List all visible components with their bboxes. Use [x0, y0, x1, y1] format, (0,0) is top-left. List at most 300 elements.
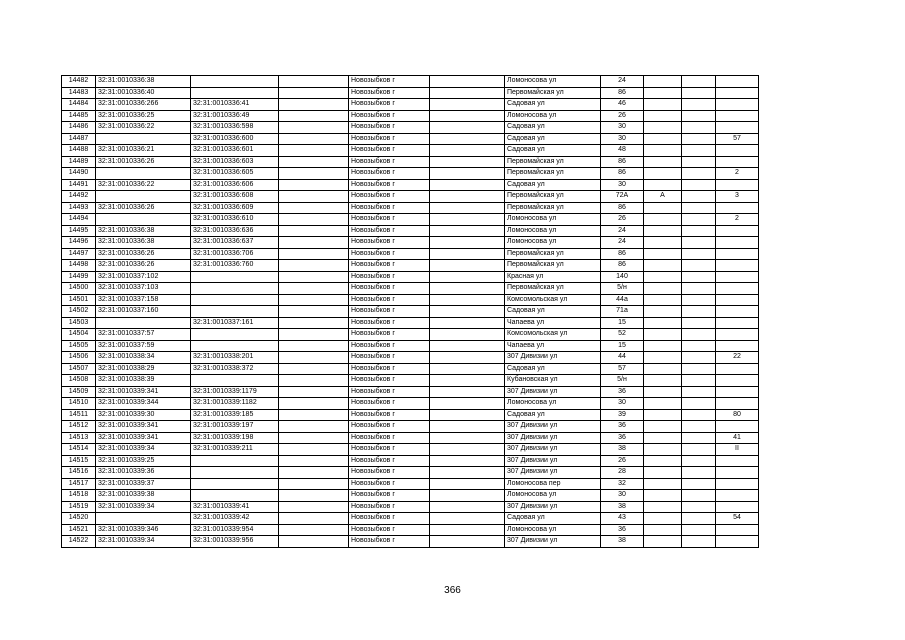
- cell-row-number: 14491: [62, 179, 96, 191]
- cell-apartment: 2: [716, 214, 759, 226]
- cell-apartment: [716, 306, 759, 318]
- cell-building: [682, 156, 716, 168]
- cell-city: Новозыбков г: [349, 214, 430, 226]
- cell-apartment: [716, 455, 759, 467]
- cell-row-number: 14489: [62, 156, 96, 168]
- cell-building: [682, 513, 716, 525]
- table-row: [62, 444, 759, 456]
- cell-street: Первомайская ул: [505, 260, 601, 272]
- cell-cadastral-number-2: [191, 490, 279, 502]
- cell-empty-col-2: [430, 467, 505, 479]
- cell-house-number: 72А: [601, 191, 644, 203]
- cell-house-number: 28: [601, 467, 644, 479]
- cell-building: [682, 432, 716, 444]
- cell-letter: [644, 202, 682, 214]
- cell-letter: [644, 363, 682, 375]
- cell-city: Новозыбков г: [349, 329, 430, 341]
- cell-letter: [644, 421, 682, 433]
- cell-building: [682, 444, 716, 456]
- cell-cadastral-number-1: 32:31:0010336:266: [96, 99, 191, 111]
- cell-letter: [644, 513, 682, 525]
- cell-cadastral-number-1: 32:31:0010338:29: [96, 363, 191, 375]
- cell-street: Кубановская ул: [505, 375, 601, 387]
- table-row: [62, 294, 759, 306]
- cell-letter: [644, 306, 682, 318]
- cell-apartment: [716, 271, 759, 283]
- cell-cadastral-number-2: [191, 375, 279, 387]
- table-row: [62, 145, 759, 157]
- cell-house-number: 36: [601, 421, 644, 433]
- table-row: [62, 536, 759, 548]
- cell-house-number: 5/н: [601, 283, 644, 295]
- cell-letter: А: [644, 191, 682, 203]
- cell-cadastral-number-2: 32:31:0010339:1179: [191, 386, 279, 398]
- cell-city: Новозыбков г: [349, 237, 430, 249]
- cell-cadastral-number-2: 32:31:0010337:161: [191, 317, 279, 329]
- cell-empty-col-2: [430, 409, 505, 421]
- cell-empty-col-2: [430, 179, 505, 191]
- cell-cadastral-number-2: 32:31:0010336:600: [191, 133, 279, 145]
- cell-cadastral-number-1: [96, 133, 191, 145]
- table-row: [62, 76, 759, 88]
- table-row: [62, 421, 759, 433]
- cell-empty-col: [279, 409, 349, 421]
- cell-building: [682, 145, 716, 157]
- cell-cadastral-number-2: 32:31:0010336:637: [191, 237, 279, 249]
- cell-empty-col: [279, 202, 349, 214]
- cell-row-number: 14494: [62, 214, 96, 226]
- cell-empty-col: [279, 340, 349, 352]
- cell-cadastral-number-2: 32:31:0010336:601: [191, 145, 279, 157]
- cell-city: Новозыбков г: [349, 375, 430, 387]
- table-row: [62, 467, 759, 479]
- cell-house-number: 26: [601, 110, 644, 122]
- cell-cadastral-number-2: 32:31:0010339:956: [191, 536, 279, 548]
- cell-city: Новозыбков г: [349, 501, 430, 513]
- cell-city: Новозыбков г: [349, 317, 430, 329]
- cell-apartment: [716, 398, 759, 410]
- table-row: [62, 329, 759, 341]
- cell-row-number: 14518: [62, 490, 96, 502]
- cell-apartment: [716, 340, 759, 352]
- cell-city: Новозыбков г: [349, 513, 430, 525]
- cell-cadastral-number-2: 32:31:0010336:760: [191, 260, 279, 272]
- cell-empty-col-2: [430, 133, 505, 145]
- cell-cadastral-number-2: 32:31:0010339:41: [191, 501, 279, 513]
- cell-empty-col-2: [430, 455, 505, 467]
- cell-cadastral-number-2: [191, 294, 279, 306]
- table-row: [62, 317, 759, 329]
- cell-letter: [644, 444, 682, 456]
- cell-street: Ломоносова ул: [505, 110, 601, 122]
- cell-apartment: 80: [716, 409, 759, 421]
- cell-street: 307 Дивизии ул: [505, 501, 601, 513]
- table-row: [62, 133, 759, 145]
- cell-apartment: [716, 76, 759, 88]
- cell-letter: [644, 133, 682, 145]
- cell-city: Новозыбков г: [349, 87, 430, 99]
- cell-empty-col-2: [430, 398, 505, 410]
- cell-cadastral-number-1: 32:31:0010339:341: [96, 432, 191, 444]
- cell-city: Новозыбков г: [349, 421, 430, 433]
- cell-cadastral-number-1: 32:31:0010339:36: [96, 467, 191, 479]
- cell-cadastral-number-2: 32:31:0010336:610: [191, 214, 279, 226]
- cell-cadastral-number-2: [191, 76, 279, 88]
- cell-city: Новозыбков г: [349, 156, 430, 168]
- cell-apartment: 57: [716, 133, 759, 145]
- cell-street: Чапаева ул: [505, 317, 601, 329]
- cell-row-number: 14510: [62, 398, 96, 410]
- cell-apartment: [716, 122, 759, 134]
- cell-city: Новозыбков г: [349, 168, 430, 180]
- table-row: [62, 386, 759, 398]
- cell-house-number: 36: [601, 432, 644, 444]
- cell-apartment: 41: [716, 432, 759, 444]
- cell-cadastral-number-2: [191, 478, 279, 490]
- cell-row-number: 14504: [62, 329, 96, 341]
- cell-row-number: 14501: [62, 294, 96, 306]
- cell-house-number: 44: [601, 352, 644, 364]
- cell-street: Ломоносова ул: [505, 398, 601, 410]
- cell-empty-col-2: [430, 478, 505, 490]
- table-row: [62, 271, 759, 283]
- cell-cadastral-number-1: 32:31:0010337:158: [96, 294, 191, 306]
- cell-city: Новозыбков г: [349, 145, 430, 157]
- cell-letter: [644, 386, 682, 398]
- cell-cadastral-number-2: 32:31:0010336:49: [191, 110, 279, 122]
- cell-cadastral-number-1: 32:31:0010338:39: [96, 375, 191, 387]
- cell-cadastral-number-2: 32:31:0010336:609: [191, 202, 279, 214]
- table-row: [62, 99, 759, 111]
- cell-row-number: 14513: [62, 432, 96, 444]
- cell-cadastral-number-1: 32:31:0010336:38: [96, 237, 191, 249]
- cell-building: [682, 168, 716, 180]
- cell-cadastral-number-2: 32:31:0010339:197: [191, 421, 279, 433]
- cell-house-number: 30: [601, 490, 644, 502]
- cell-letter: [644, 467, 682, 479]
- table-row: [62, 179, 759, 191]
- cell-empty-col-2: [430, 317, 505, 329]
- cell-building: [682, 363, 716, 375]
- cell-cadastral-number-1: 32:31:0010337:102: [96, 271, 191, 283]
- cell-building: [682, 306, 716, 318]
- cell-row-number: 14521: [62, 524, 96, 536]
- cell-cadastral-number-1: 32:31:0010336:38: [96, 76, 191, 88]
- cell-row-number: 14503: [62, 317, 96, 329]
- cell-letter: [644, 156, 682, 168]
- cell-apartment: [716, 179, 759, 191]
- cell-empty-col: [279, 99, 349, 111]
- cell-street: Ломоносова ул: [505, 237, 601, 249]
- cell-empty-col: [279, 145, 349, 157]
- cell-city: Новозыбков г: [349, 432, 430, 444]
- cell-street: Первомайская ул: [505, 248, 601, 260]
- cell-row-number: 14502: [62, 306, 96, 318]
- cell-building: [682, 536, 716, 548]
- cell-house-number: 57: [601, 363, 644, 375]
- cell-row-number: 14498: [62, 260, 96, 272]
- cell-city: Новозыбков г: [349, 294, 430, 306]
- cell-cadastral-number-2: [191, 455, 279, 467]
- cell-empty-col-2: [430, 248, 505, 260]
- cell-empty-col: [279, 513, 349, 525]
- cell-empty-col: [279, 179, 349, 191]
- cell-house-number: 86: [601, 156, 644, 168]
- cell-house-number: 38: [601, 501, 644, 513]
- cell-building: [682, 467, 716, 479]
- cell-letter: [644, 352, 682, 364]
- cell-building: [682, 260, 716, 272]
- cell-street: Ломоносова ул: [505, 214, 601, 226]
- cell-cadastral-number-2: 32:31:0010336:636: [191, 225, 279, 237]
- cell-building: [682, 283, 716, 295]
- cell-street: Садовая ул: [505, 122, 601, 134]
- cell-row-number: 14509: [62, 386, 96, 398]
- cell-letter: [644, 168, 682, 180]
- cell-apartment: 22: [716, 352, 759, 364]
- cell-building: [682, 271, 716, 283]
- cell-city: Новозыбков г: [349, 455, 430, 467]
- cell-cadastral-number-2: 32:31:0010339:198: [191, 432, 279, 444]
- cell-house-number: 36: [601, 386, 644, 398]
- cell-building: [682, 375, 716, 387]
- cell-house-number: 86: [601, 248, 644, 260]
- cell-empty-col-2: [430, 260, 505, 272]
- table-row: [62, 375, 759, 387]
- cell-row-number: 14495: [62, 225, 96, 237]
- cell-cadastral-number-1: 32:31:0010336:38: [96, 225, 191, 237]
- cell-empty-col: [279, 237, 349, 249]
- table-row: [62, 501, 759, 513]
- cell-letter: [644, 294, 682, 306]
- cell-row-number: 14483: [62, 87, 96, 99]
- cell-cadastral-number-1: 32:31:0010336:40: [96, 87, 191, 99]
- table-row: [62, 490, 759, 502]
- cell-city: Новозыбков г: [349, 110, 430, 122]
- cell-empty-col-2: [430, 306, 505, 318]
- cell-cadastral-number-1: 32:31:0010336:26: [96, 202, 191, 214]
- table-row: [62, 363, 759, 375]
- cell-cadastral-number-2: 32:31:0010336:603: [191, 156, 279, 168]
- cell-row-number: 14482: [62, 76, 96, 88]
- cell-apartment: [716, 478, 759, 490]
- cell-street: Садовая ул: [505, 363, 601, 375]
- cell-street: Садовая ул: [505, 179, 601, 191]
- cell-empty-col: [279, 156, 349, 168]
- cell-building: [682, 99, 716, 111]
- cell-house-number: 48: [601, 145, 644, 157]
- table-row: [62, 202, 759, 214]
- table-row: [62, 455, 759, 467]
- cell-letter: [644, 524, 682, 536]
- cell-house-number: 86: [601, 260, 644, 272]
- cell-city: Новозыбков г: [349, 202, 430, 214]
- cell-city: Новозыбков г: [349, 225, 430, 237]
- cell-row-number: 14485: [62, 110, 96, 122]
- cell-house-number: 39: [601, 409, 644, 421]
- cell-cadastral-number-1: 32:31:0010336:25: [96, 110, 191, 122]
- cell-row-number: 14490: [62, 168, 96, 180]
- cell-empty-col-2: [430, 363, 505, 375]
- cell-row-number: 14507: [62, 363, 96, 375]
- cell-empty-col: [279, 122, 349, 134]
- cell-letter: [644, 283, 682, 295]
- cell-cadastral-number-2: 32:31:0010336:598: [191, 122, 279, 134]
- cell-letter: [644, 87, 682, 99]
- cell-letter: [644, 214, 682, 226]
- cell-cadastral-number-1: 32:31:0010337:103: [96, 283, 191, 295]
- cell-city: Новозыбков г: [349, 340, 430, 352]
- cell-empty-col: [279, 490, 349, 502]
- cell-empty-col-2: [430, 237, 505, 249]
- cell-building: [682, 179, 716, 191]
- cell-letter: [644, 179, 682, 191]
- cell-street: Первомайская ул: [505, 191, 601, 203]
- cell-cadastral-number-2: 32:31:0010338:372: [191, 363, 279, 375]
- cell-cadastral-number-1: [96, 191, 191, 203]
- cell-city: Новозыбков г: [349, 122, 430, 134]
- table-row: [62, 409, 759, 421]
- cell-city: Новозыбков г: [349, 363, 430, 375]
- cell-cadastral-number-2: [191, 306, 279, 318]
- cell-row-number: 14515: [62, 455, 96, 467]
- cell-row-number: 14486: [62, 122, 96, 134]
- cell-row-number: 14508: [62, 375, 96, 387]
- cell-cadastral-number-2: [191, 271, 279, 283]
- cell-cadastral-number-1: 32:31:0010337:160: [96, 306, 191, 318]
- cell-house-number: 30: [601, 133, 644, 145]
- cell-cadastral-number-1: 32:31:0010336:22: [96, 122, 191, 134]
- cell-empty-col: [279, 478, 349, 490]
- cell-building: [682, 294, 716, 306]
- table-row: [62, 110, 759, 122]
- cell-street: 307 Дивизии ул: [505, 352, 601, 364]
- table-row: [62, 225, 759, 237]
- cell-letter: [644, 329, 682, 341]
- cell-cadastral-number-1: 32:31:0010337:57: [96, 329, 191, 341]
- cell-empty-col: [279, 306, 349, 318]
- cell-empty-col-2: [430, 294, 505, 306]
- cell-empty-col: [279, 294, 349, 306]
- table-row: [62, 398, 759, 410]
- cell-empty-col-2: [430, 386, 505, 398]
- cell-building: [682, 501, 716, 513]
- cell-city: Новозыбков г: [349, 536, 430, 548]
- cell-street: Комсомольская ул: [505, 329, 601, 341]
- table-row: [62, 214, 759, 226]
- cell-city: Новозыбков г: [349, 99, 430, 111]
- cell-city: Новозыбков г: [349, 386, 430, 398]
- cell-empty-col: [279, 444, 349, 456]
- cell-city: Новозыбков г: [349, 283, 430, 295]
- cell-empty-col-2: [430, 524, 505, 536]
- cell-street: Садовая ул: [505, 145, 601, 157]
- cell-house-number: 36: [601, 524, 644, 536]
- cell-empty-col: [279, 191, 349, 203]
- cell-empty-col: [279, 110, 349, 122]
- table-row: [62, 168, 759, 180]
- cell-street: Садовая ул: [505, 99, 601, 111]
- cell-row-number: 14511: [62, 409, 96, 421]
- cell-street: Первомайская ул: [505, 283, 601, 295]
- cell-city: Новозыбков г: [349, 306, 430, 318]
- cell-apartment: 3: [716, 191, 759, 203]
- cell-street: Ломоносова ул: [505, 490, 601, 502]
- cell-building: [682, 87, 716, 99]
- cell-cadastral-number-1: 32:31:0010336:21: [96, 145, 191, 157]
- cell-letter: [644, 110, 682, 122]
- cell-apartment: [716, 329, 759, 341]
- cell-cadastral-number-2: 32:31:0010339:1182: [191, 398, 279, 410]
- cell-building: [682, 191, 716, 203]
- cell-row-number: 14505: [62, 340, 96, 352]
- cell-building: [682, 76, 716, 88]
- cell-cadastral-number-2: 32:31:0010336:41: [191, 99, 279, 111]
- cell-cadastral-number-1: [96, 317, 191, 329]
- cell-house-number: 30: [601, 179, 644, 191]
- cell-street: Комсомольская ул: [505, 294, 601, 306]
- cell-row-number: 14499: [62, 271, 96, 283]
- table-row: [62, 352, 759, 364]
- cell-cadastral-number-1: 32:31:0010339:341: [96, 386, 191, 398]
- cell-empty-col-2: [430, 352, 505, 364]
- cell-house-number: 32: [601, 478, 644, 490]
- cell-street: Первомайская ул: [505, 202, 601, 214]
- table-row: [62, 260, 759, 272]
- cell-city: Новозыбков г: [349, 271, 430, 283]
- cell-apartment: 54: [716, 513, 759, 525]
- cell-cadastral-number-2: 32:31:0010339:211: [191, 444, 279, 456]
- cell-city: Новозыбков г: [349, 467, 430, 479]
- cell-empty-col: [279, 271, 349, 283]
- cell-house-number: 86: [601, 87, 644, 99]
- cell-row-number: 14484: [62, 99, 96, 111]
- cell-building: [682, 409, 716, 421]
- cell-street: Чапаева ул: [505, 340, 601, 352]
- table-row: [62, 340, 759, 352]
- cell-street: 307 Дивизии ул: [505, 467, 601, 479]
- cell-empty-col-2: [430, 375, 505, 387]
- cell-letter: [644, 398, 682, 410]
- cell-apartment: [716, 248, 759, 260]
- cell-empty-col-2: [430, 421, 505, 433]
- cell-row-number: 14493: [62, 202, 96, 214]
- cell-letter: [644, 122, 682, 134]
- cell-empty-col: [279, 168, 349, 180]
- cell-row-number: 14500: [62, 283, 96, 295]
- cell-house-number: 26: [601, 455, 644, 467]
- cell-letter: [644, 76, 682, 88]
- cell-row-number: 14487: [62, 133, 96, 145]
- cell-letter: [644, 99, 682, 111]
- cell-cadastral-number-1: 32:31:0010339:34: [96, 501, 191, 513]
- cell-empty-col-2: [430, 122, 505, 134]
- cell-cadastral-number-2: 32:31:0010339:42: [191, 513, 279, 525]
- cell-empty-col-2: [430, 444, 505, 456]
- cell-empty-col-2: [430, 214, 505, 226]
- cell-street: 307 Дивизии ул: [505, 455, 601, 467]
- cell-letter: [644, 145, 682, 157]
- cell-cadastral-number-1: 32:31:0010339:38: [96, 490, 191, 502]
- table-row: [62, 432, 759, 444]
- cell-cadastral-number-1: 32:31:0010336:26: [96, 248, 191, 260]
- cell-house-number: 30: [601, 122, 644, 134]
- cell-building: [682, 398, 716, 410]
- cell-cadastral-number-1: 32:31:0010339:341: [96, 421, 191, 433]
- cell-empty-col: [279, 386, 349, 398]
- cell-empty-col: [279, 260, 349, 272]
- cell-apartment: 2: [716, 168, 759, 180]
